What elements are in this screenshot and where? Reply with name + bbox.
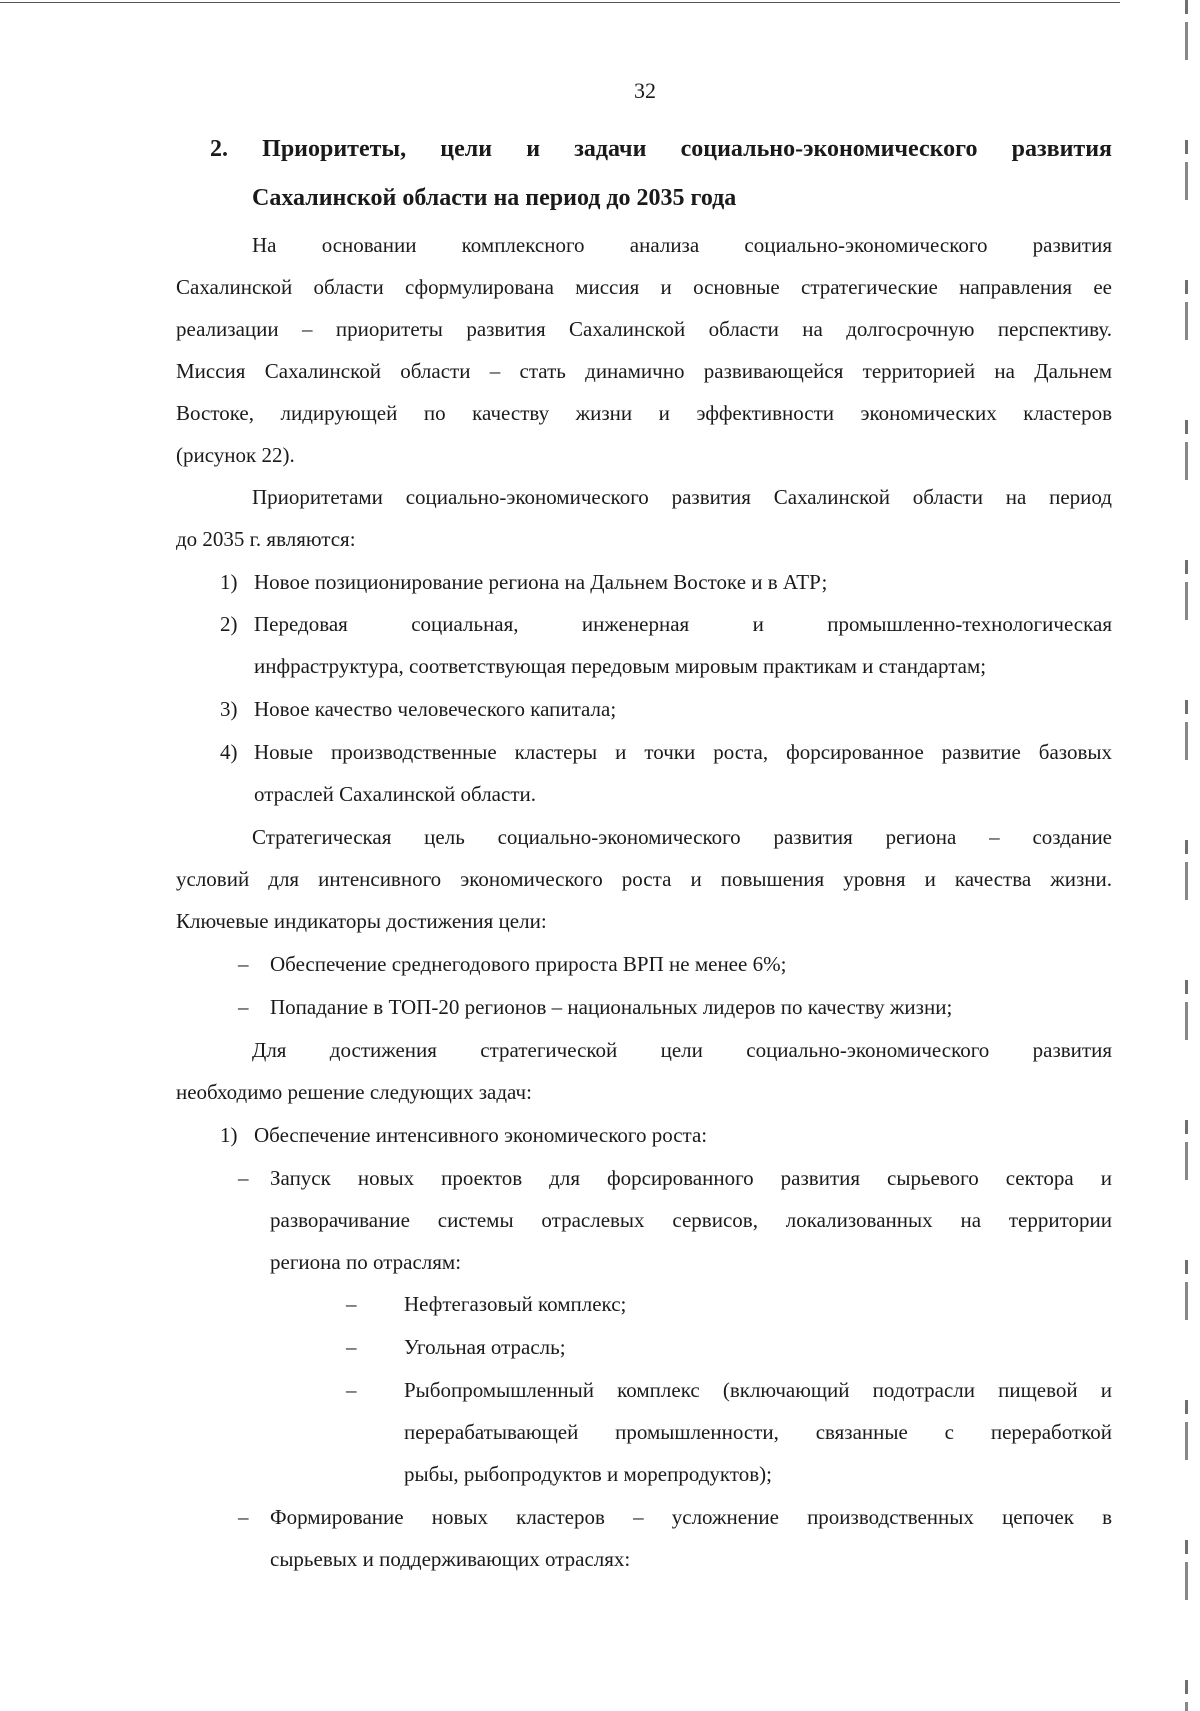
section-heading-line1: 2. Приоритеты, цели и задачи социально-экономического развития	[210, 136, 1112, 162]
intro-line: Востоке, лидирующей по качеству жизни и эффективности экономических кластеров	[176, 401, 1112, 425]
dash-marker: –	[346, 1378, 357, 1402]
indicator-item: Обеспечение среднегодового прироста ВРП не менее 6%;	[270, 952, 787, 976]
industry-item-cont: рыбы, рыбопродуктов и морепродуктов);	[404, 1462, 772, 1486]
scan-edge-right	[1185, 0, 1188, 1711]
dash-marker: –	[346, 1292, 357, 1316]
subtask-line: сырьевых и поддерживающих отраслях:	[270, 1547, 631, 1571]
dash-marker: –	[346, 1335, 357, 1359]
intro-line: Миссия Сахалинской области – стать динамично развивающейся территорией на Дальнем	[176, 359, 1112, 383]
priority-item-cont: инфраструктура, соответствующая передовым мировым практикам и стандартам;	[254, 654, 987, 678]
subtask-line: Запуск новых проектов для форсированного развития сырьевого сектора и	[270, 1166, 1112, 1190]
list-number: 4)	[220, 740, 238, 764]
dash-marker: –	[238, 1505, 249, 1529]
intro-line: На основании комплексного анализа социально-экономического развития	[252, 233, 1112, 257]
intro-line: Сахалинской области сформулирована миссия и основные стратегические направления ее	[176, 275, 1112, 299]
industry-item: Угольная отрасль;	[404, 1335, 566, 1359]
priority-item-cont: отраслей Сахалинской области.	[254, 782, 536, 806]
page-number: 32	[634, 78, 656, 103]
goal-line: Стратегическая цель социально-экономического развития региона – создание	[252, 825, 1112, 849]
scan-edge-top	[0, 2, 1120, 3]
intro-line: (рисунок 22).	[176, 443, 295, 467]
subtask-line: региона по отраслям:	[270, 1250, 462, 1274]
list-number: 2)	[220, 612, 238, 636]
subtask-line: разворачивание системы отраслевых сервисов, локализованных на территории	[270, 1208, 1112, 1232]
list-number: 1)	[220, 570, 238, 594]
subtask-line: Формирование новых кластеров – усложнение производственных цепочек в	[270, 1505, 1112, 1529]
section-heading-line2: Сахалинской области на период до 2035 года	[252, 185, 737, 211]
priorities-line: до 2035 г. являются:	[176, 527, 356, 551]
list-number: 3)	[220, 697, 238, 721]
industry-item: Рыбопромышленный комплекс (включающий подотрасли пищевой и	[404, 1378, 1112, 1402]
indicator-item: Попадание в ТОП-20 регионов – национальных лидеров по качеству жизни;	[270, 995, 953, 1019]
dash-marker: –	[238, 1166, 249, 1190]
priorities-line: Приоритетами социально-экономического развития Сахалинской области на период	[252, 485, 1112, 509]
priority-item: Новое позиционирование региона на Дальнем Востоке и в АТР;	[254, 570, 828, 594]
intro-line: реализации – приоритеты развития Сахалинской области на долгосрочную перспективу.	[176, 317, 1112, 341]
list-number: 1)	[220, 1123, 238, 1147]
industry-item: Нефтегазовый комплекс;	[404, 1292, 627, 1316]
priority-item: Новое качество человеческого капитала;	[254, 697, 617, 721]
priority-item: Передовая социальная, инженерная и промышленно-технологическая	[254, 612, 1112, 636]
tasks-line: необходимо решение следующих задач:	[176, 1080, 532, 1104]
industry-item-cont: перерабатывающей промышленности, связанные с переработкой	[404, 1420, 1112, 1444]
goal-line: условий для интенсивного экономического роста и повышения уровня и качества жизни.	[176, 867, 1112, 891]
priority-item: Новые производственные кластеры и точки роста, форсированное развитие базовых	[254, 740, 1112, 764]
dash-marker: –	[238, 952, 249, 976]
goal-line: Ключевые индикаторы достижения цели:	[176, 909, 547, 933]
dash-marker: –	[238, 995, 249, 1019]
tasks-line: Для достижения стратегической цели социально-экономического развития	[252, 1038, 1112, 1062]
task-item: Обеспечение интенсивного экономического роста:	[254, 1123, 708, 1147]
